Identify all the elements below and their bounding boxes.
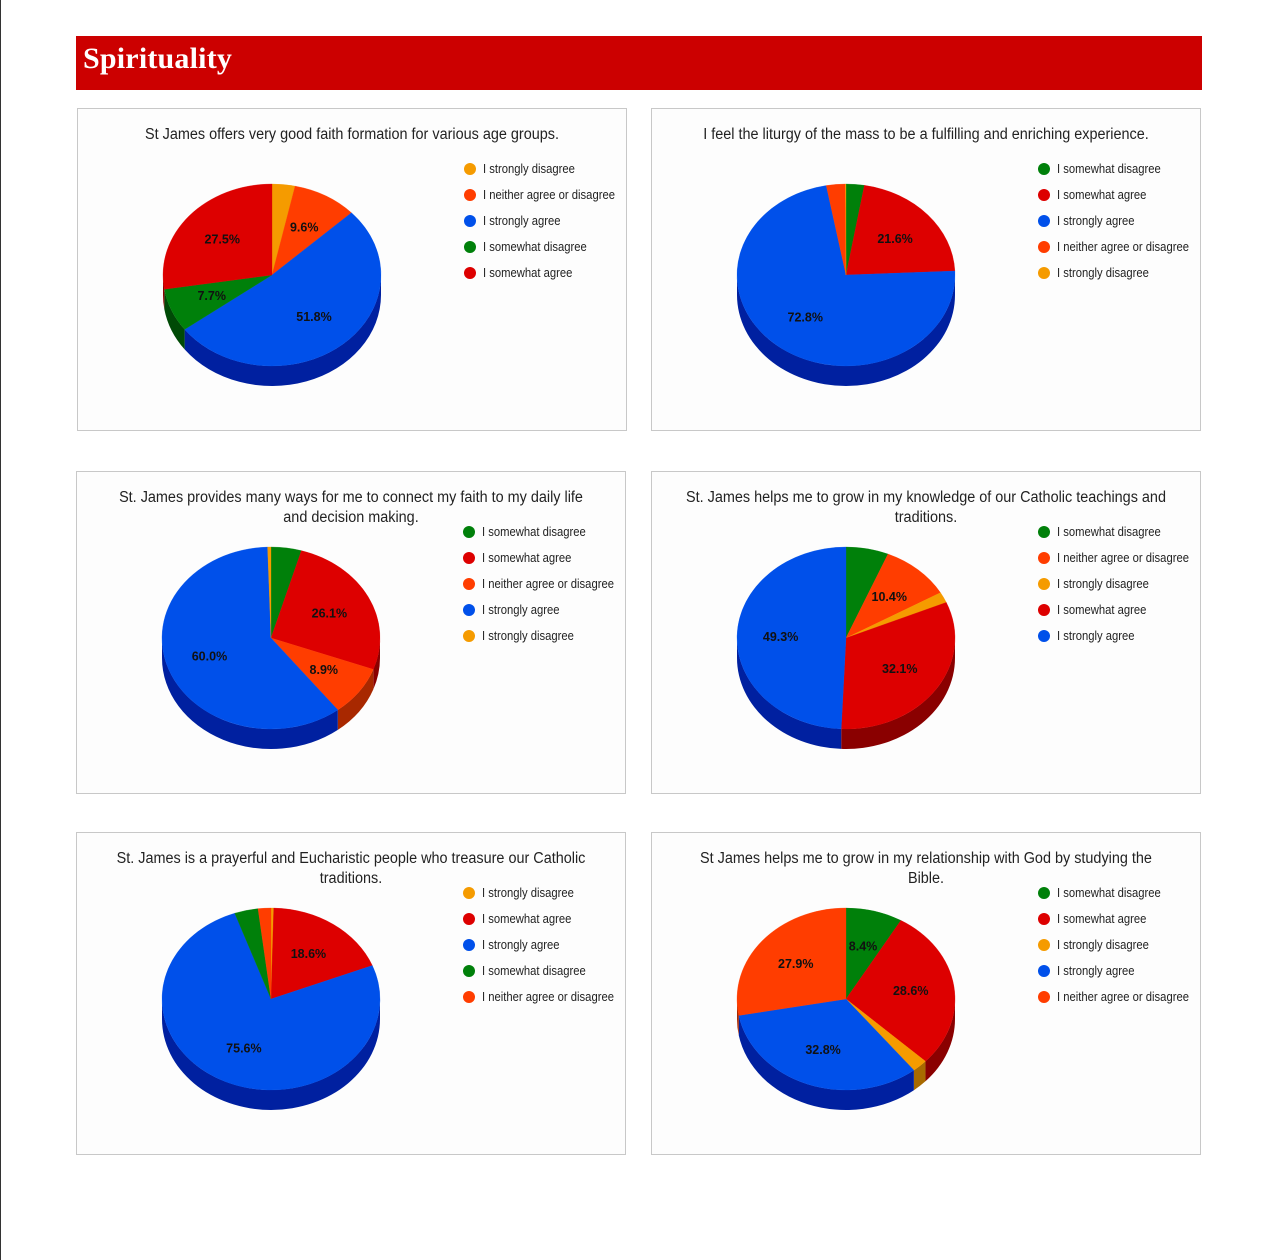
legend-item [1038,571,1204,597]
chart-legend [463,519,629,649]
slice-label: 32.8% [805,1043,841,1058]
slice-label: 60.0% [191,649,228,664]
legend-swatch-icon [463,965,475,977]
chart-card [76,832,626,1155]
legend-label: I strongly disagree [1057,266,1149,280]
legend-label: I neither agree or disagree [482,990,614,1004]
chart-title: I feel the liturgy of the mass to be a fulfilling and enriching experience. [703,126,1149,143]
chart-legend [1038,519,1204,649]
legend-item [463,932,629,958]
legend-label: I somewhat agree [483,266,573,280]
legend-label: I somewhat agree [482,551,572,565]
legend-label: I strongly agree [1057,629,1135,643]
legend-label: I strongly disagree [483,162,575,176]
legend-swatch-icon [1038,887,1050,899]
legend-item [463,571,629,597]
slice-label: 27.9% [778,957,814,972]
slice-label: 49.3% [762,629,799,644]
legend-label: I somewhat disagree [1057,525,1161,539]
legend-item [1038,880,1204,906]
legend-swatch-icon [463,887,475,899]
slice-label: 18.6% [290,947,327,962]
legend-label: I strongly disagree [1057,938,1149,952]
legend-item [1038,984,1204,1010]
legend-item [1038,260,1204,286]
legend-item [463,906,629,932]
legend-item [1038,906,1204,932]
legend-label: I strongly agree [1057,964,1135,978]
legend-item [464,260,630,286]
slice-label: 75.6% [226,1041,262,1056]
legend-item [1038,234,1204,260]
legend-swatch-icon [463,552,475,564]
legend-swatch-icon [1038,267,1050,279]
chart-title: St. James provides many ways for me to connect my faith to my daily life and decision making. [119,489,583,526]
section-banner [76,36,1202,90]
legend-label: I neither agree or disagree [1057,990,1189,1004]
chart-legend [1038,156,1204,286]
legend-item [463,984,629,1010]
legend-swatch-icon [1038,189,1050,201]
legend-swatch-icon [1038,578,1050,590]
legend-item [1038,519,1204,545]
legend-item [464,208,630,234]
chart-title: St. James is a prayerful and Eucharistic people who treasure our Catholic traditions. [116,850,586,887]
legend-swatch-icon [1038,991,1050,1003]
legend-swatch-icon [464,267,476,279]
legend-label: I somewhat agree [1057,603,1147,617]
legend-item [464,156,630,182]
legend-label: I somewhat disagree [482,964,586,978]
legend-item [1038,182,1204,208]
legend-item [463,958,629,984]
legend-item [1038,545,1204,571]
pie-slice-somewhat-agree [846,185,955,275]
legend-label: I neither agree or disagree [482,577,614,591]
legend-swatch-icon [1038,163,1050,175]
legend-label: I strongly agree [1057,214,1135,228]
slice-label: 7.7% [197,289,226,304]
legend-item [1038,597,1204,623]
legend-item [1038,623,1204,649]
legend-swatch-icon [1038,913,1050,925]
section-title: Spirituality [83,42,233,75]
chart-title: St. James helps me to grow in my knowledge of our Catholic teachings and traditions. [686,489,1166,526]
slice-label: 26.1% [311,606,348,621]
chart-card [651,471,1201,794]
legend-swatch-icon [463,526,475,538]
slice-label: 51.8% [296,309,332,324]
legend-swatch-icon [464,215,476,227]
legend-label: I strongly agree [483,214,561,228]
chart-card [77,108,627,431]
legend-swatch-icon [1038,939,1050,951]
legend-swatch-icon [463,604,475,616]
legend-label: I strongly disagree [1057,577,1149,591]
legend-item [464,182,630,208]
legend-swatch-icon [463,991,475,1003]
legend-swatch-icon [463,578,475,590]
page-left-rule [0,0,1,1260]
legend-label: I neither agree or disagree [483,188,615,202]
chart-title: St James offers very good faith formation for various age groups. [145,126,559,143]
legend-item [463,597,629,623]
legend-swatch-icon [1038,215,1050,227]
chart-legend [1038,880,1204,1010]
legend-label: I somewhat agree [482,912,572,926]
slice-label: 32.1% [882,662,918,677]
slice-label: 8.4% [848,939,878,954]
chart-card [651,108,1201,431]
legend-swatch-icon [1038,552,1050,564]
legend-swatch-icon [464,163,476,175]
slice-label: 72.8% [787,310,823,325]
legend-item [464,234,630,260]
slice-label: 8.9% [309,663,339,678]
slice-label: 10.4% [871,590,907,605]
legend-label: I somewhat agree [1057,188,1147,202]
legend-swatch-icon [463,939,475,951]
chart-title: St James helps me to grow in my relationship with God by studying the Bible. [700,850,1152,887]
legend-label: I somewhat disagree [1057,886,1161,900]
legend-swatch-icon [463,630,475,642]
legend-item [463,519,629,545]
legend-label: I neither agree or disagree [1057,551,1189,565]
legend-label: I somewhat agree [1057,912,1147,926]
legend-item [463,880,629,906]
legend-swatch-icon [463,913,475,925]
legend-swatch-icon [1038,630,1050,642]
legend-item [463,623,629,649]
legend-item [1038,156,1204,182]
legend-swatch-icon [1038,241,1050,253]
legend-swatch-icon [464,189,476,201]
legend-swatch-icon [1038,965,1050,977]
legend-label: I strongly agree [482,938,560,952]
legend-item [1038,958,1204,984]
chart-card [651,832,1201,1155]
legend-label: I strongly agree [482,603,560,617]
legend-item [1038,932,1204,958]
legend-label: I somewhat disagree [482,525,586,539]
legend-item [1038,208,1204,234]
legend-label: I strongly disagree [482,886,574,900]
chart-legend [464,156,630,286]
legend-swatch-icon [464,241,476,253]
legend-label: I somewhat disagree [483,240,587,254]
legend-label: I neither agree or disagree [1057,240,1189,254]
legend-label: I strongly disagree [482,629,574,643]
slice-label: 9.6% [289,220,319,235]
chart-card [76,471,626,794]
legend-label: I somewhat disagree [1057,162,1161,176]
legend-swatch-icon [1038,526,1050,538]
slice-label: 27.5% [204,232,240,247]
legend-swatch-icon [1038,604,1050,616]
legend-item [463,545,629,571]
slice-label: 21.6% [877,231,913,246]
chart-legend [463,880,629,1010]
slice-label: 28.6% [892,984,929,999]
